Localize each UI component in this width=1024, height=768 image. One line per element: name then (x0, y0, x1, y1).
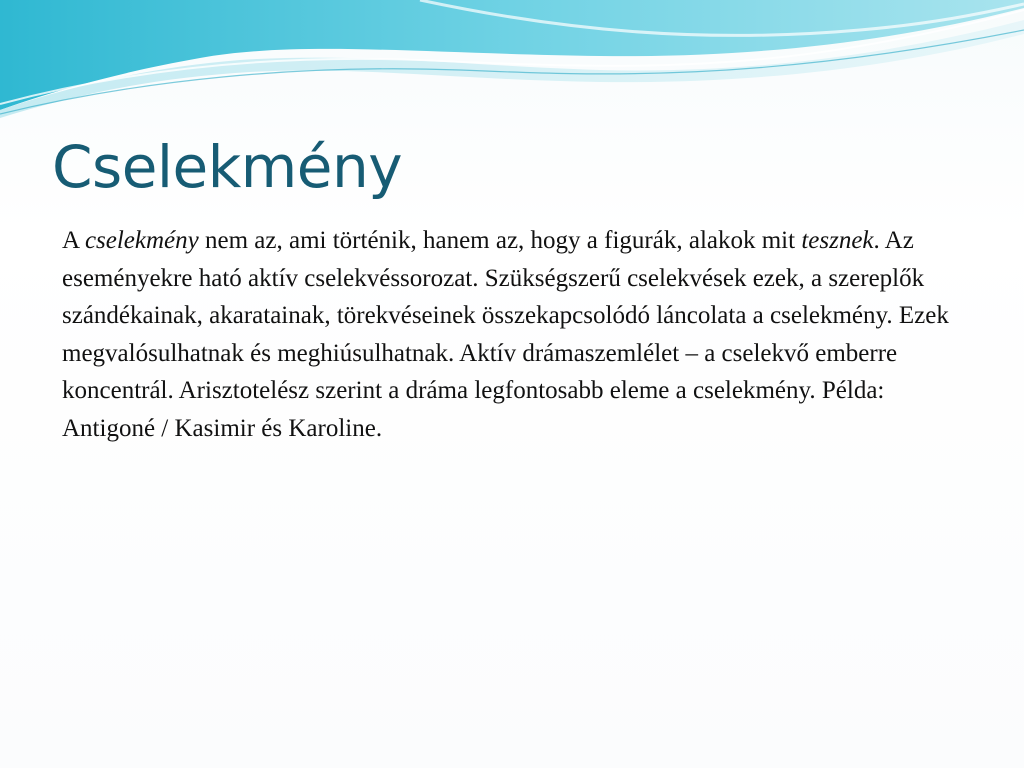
body-text-segment: . Az eseményekre ható aktív cselekvéssorozat. Szükségszerű cselekvések ezek, a szereplők szándékainak, akaratainak, törekvéseinek összekapcsolódó láncolata a cselekmény. Ezek megvalósulhatnak és meghiúsulhatnak. Aktív drámaszemlélet – a cselekvő emberre koncentrál. Arisztotelész szerint a dráma legfontosabb eleme a cselekmény. Példa: Antigoné / Kasimir és Karoline. (62, 227, 949, 442)
slide-body-text (62, 222, 962, 447)
body-text-emphasis: cselekmény (84, 227, 199, 254)
body-text-segment: nem az, ami történik, hanem az, hogy a figurák, alakok mit (198, 227, 802, 254)
slide-title: Cselekmény (52, 133, 403, 201)
header-wave-decoration (0, 0, 1024, 120)
body-text-segment: A (62, 227, 85, 254)
body-text-emphasis: tesznek (801, 227, 874, 254)
